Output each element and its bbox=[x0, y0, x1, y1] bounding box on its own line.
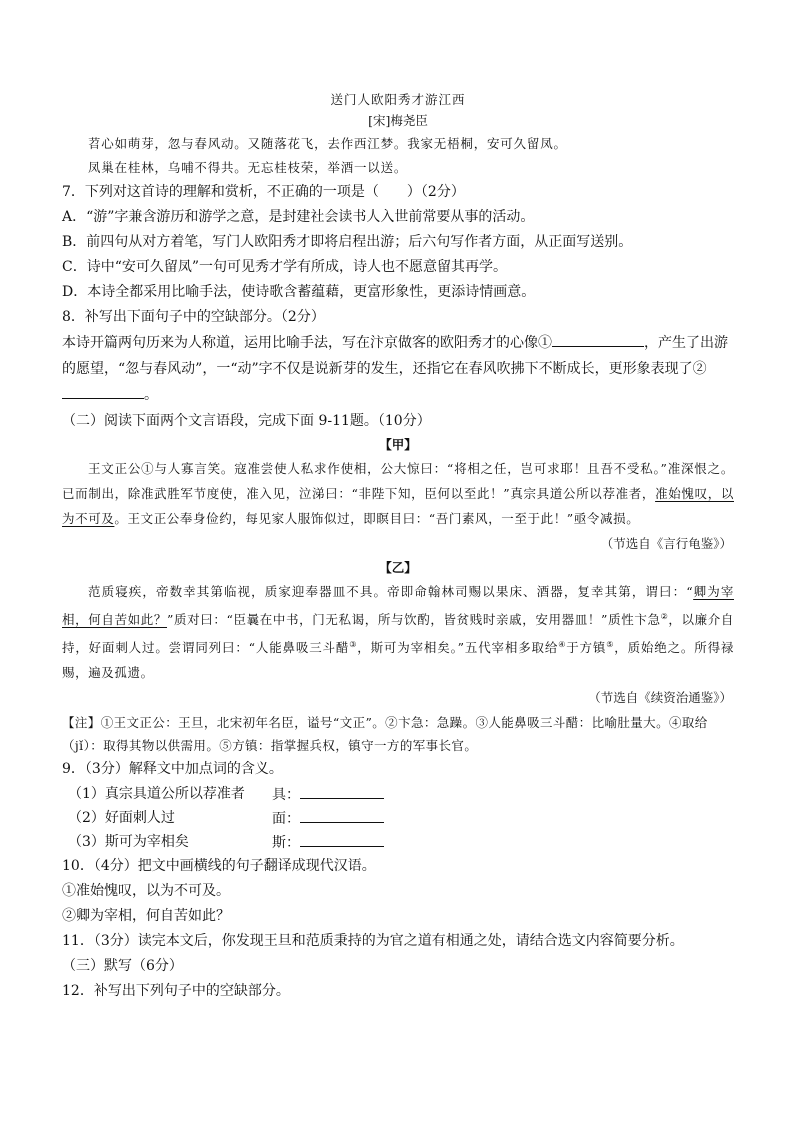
passage-yi bbox=[62, 579, 734, 685]
passage-yi-text: ，质始绝之。所得禄赐，遍及孤遗。 bbox=[62, 640, 734, 681]
question-12-stem: 12．补写出下列句子中的空缺部分。 bbox=[62, 983, 290, 1000]
note-mark: ④ bbox=[558, 640, 567, 650]
question-11-stem: 11．（3分）读完本文后，你发现王旦和范质秉持的为官之道有相通之处，请结合选文内容简要分析。 bbox=[62, 933, 684, 950]
question-7-option-c: C．诗中“安可久留凤”一句可见秀才学有所成，诗人也不愿意留其再学。 bbox=[62, 259, 508, 275]
question-7-stem: 7．下列对这首诗的理解和赏析，不正确的一项是（ ）（2分） bbox=[62, 184, 465, 200]
passage-yi-text: ”质对曰：“臣曩在中书，门无私谒，所与饮酌，皆贫贱时亲戚，安用器皿！”质性卞急 bbox=[167, 612, 661, 628]
section-3-title: （三）默写（6分） bbox=[62, 958, 183, 975]
question-8-text-a: 本诗开篇两句历来为人称道，运用比喻手法，写在汴京做客的欧阳秀才的心像① bbox=[62, 335, 552, 351]
item-label: （3）斯可为宰相矣 bbox=[68, 834, 189, 851]
passage-jia bbox=[62, 456, 734, 531]
question-9-item bbox=[62, 782, 734, 806]
passage-jia-label: 【甲】 bbox=[379, 437, 417, 452]
item-answer bbox=[272, 782, 384, 807]
underlined-sentence-2: 卿为宰相，何自苦如此？ bbox=[62, 584, 734, 628]
underlined-sentence-1: 准始愧叹，以为不可及 bbox=[62, 486, 734, 526]
item-answer bbox=[272, 830, 384, 855]
note-mark: ⑤ bbox=[606, 640, 615, 650]
poem-line: 凤巢在桂林，乌哺不得共。无忘桂枝荣，举酒一以送。 bbox=[88, 160, 408, 175]
note-mark: ③ bbox=[349, 640, 358, 650]
poem-title: 送门人欧阳秀才游江西 bbox=[330, 92, 466, 107]
passage-yi-source: （节选自《续资治通鉴》） bbox=[588, 690, 732, 706]
question-8-text-b: ，产生了出游的愿望，“忽与春风动”，一“动”字不仅是说新芽的发生，还指它在春风吹拂下不断成长，更形象表现了② bbox=[62, 335, 728, 377]
question-10-item: ②卿为宰相，何自苦如此？ bbox=[62, 908, 230, 925]
annotation-notes: 【注】①王文正公：王旦，北宋初年名臣，谥号“文正”。②卞急：急躁。③人能鼻吸三斗醋：比喻肚量大。④取给（jǐ）：取得其物以供需用。⑤方镇：指掌握兵权，镇守一方的军事长官。 bbox=[62, 715, 708, 754]
question-9-item bbox=[62, 830, 734, 854]
item-label: （1）真宗具道公所以荐准者 bbox=[68, 786, 245, 803]
passage-jia-source: （节选自《言行龟鉴》） bbox=[600, 536, 732, 551]
passage-yi-text: 于方镇 bbox=[566, 640, 607, 656]
item-char: 斯： bbox=[272, 835, 300, 852]
question-8-stem: 8．补写出下面句子中的空缺部分。（2分） bbox=[62, 309, 325, 325]
question-10-stem: 10．（4分）把文中画横线的句子翻译成现代汉语。 bbox=[62, 858, 376, 875]
passage-yi-text: ，斯可为宰相矣。”五代宰相多取给 bbox=[357, 640, 559, 656]
question-8-text-c: 。 bbox=[144, 387, 158, 403]
note-mark: ② bbox=[660, 612, 669, 621]
section-2-title: （二）阅读下面两个文言语段，完成下面 9-11题。（10分） bbox=[62, 413, 431, 429]
answer-blank[interactable] bbox=[300, 806, 384, 823]
item-answer bbox=[272, 806, 384, 831]
question-10-item: ①准始愧叹，以为不可及。 bbox=[62, 883, 230, 900]
answer-blank-2[interactable] bbox=[62, 382, 144, 399]
item-label: （2）好面刺人过 bbox=[68, 810, 175, 827]
answer-blank-1[interactable] bbox=[552, 330, 644, 347]
question-9-stem: 9．（3分）解释文中加点词的含义。 bbox=[62, 761, 283, 778]
passage-yi-label: 【乙】 bbox=[379, 560, 417, 575]
poem-line: 苕心如萌芽，忽与春风动。又随落花飞，去作西江梦。我家无梧桐，安可久留凤。 bbox=[88, 136, 567, 151]
question-7-option-b: B．前四句从对方着笔，写门人欧阳秀才即将启程出游；后六句写作者方面，从正面写送别。 bbox=[62, 234, 633, 250]
question-8-text bbox=[62, 330, 734, 408]
answer-blank[interactable] bbox=[300, 782, 384, 799]
question-9-item bbox=[62, 806, 734, 830]
passage-yi-text: 范质寝疾，帝数幸其第临视，质家迎奉器皿不具。帝即命翰林司赐以果床、酒器，复幸其第，谓曰：“ bbox=[88, 584, 694, 599]
passage-jia-text: 。王文正公奉身俭约，每见家人服饰似过，即瞑目曰：“吾门素风，一至于此！”亟令减损。 bbox=[114, 511, 640, 526]
question-7-option-a: A．“游”字兼含游历和游学之意，是封建社会读书人入世前常要从事的活动。 bbox=[62, 209, 535, 225]
exam-page bbox=[62, 88, 734, 1004]
answer-blank[interactable] bbox=[300, 830, 384, 847]
poem-author: [宋]梅尧臣 bbox=[368, 113, 428, 128]
item-char: 具： bbox=[272, 787, 300, 804]
passage-jia-text: 王文正公①与人寡言笑。寇准尝使人私求作使相，公大惊曰：“将相之任，岂可求耶！且吾不受私。”准深恨之。已而制出，除准武胜军节度使，准入见，泣涕曰：“非陛下知，臣何以至此！”真宗具道公所以荐准者， bbox=[62, 461, 734, 501]
item-char: 面： bbox=[272, 811, 300, 828]
question-7-option-d: D．本诗全都采用比喻手法，使诗歌含蓄蕴藉，更富形象性，更添诗情画意。 bbox=[62, 284, 536, 300]
passage-yi-text: ，以廉介自持，好面刺人过。尝谓同列曰：“人能鼻吸三斗醋 bbox=[62, 612, 734, 656]
